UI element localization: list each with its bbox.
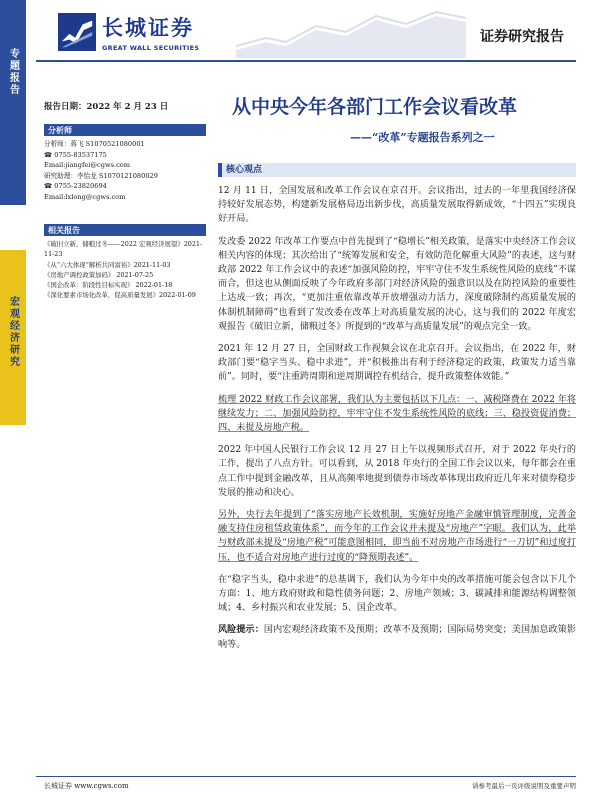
sidebar-top-label: 专题报告 <box>7 48 19 96</box>
analyst-info <box>44 139 209 202</box>
analyst-line: 分析师：蒋飞 S1070521080001 <box>44 140 145 148</box>
assistant-email[interactable]: Email:lxlong@cgws.com <box>44 192 126 201</box>
body-paragraph: 2022 年中国人民银行工作会议 12 月 27 日上午以视频形式召开，对于 2022 年央行的工作，提出了八点方针。可以看到，从 2018 年央行的全国工作会议以来，每年都会在重点工作中提到金融改革，且从高频率地提到债券市场改革体现出政府近几年来对债券稳步发展的推动和决心。 <box>218 445 576 498</box>
related-report-item[interactable]: 《房地产调控政策加码》 2021-07-25 <box>44 270 154 279</box>
body-paragraph-highlight: 梳理 2022 财政工作会议部署，我们认为主要包括以下几点：一、减税降费在 2022 年将继续发力；二、加强风险防控，牢牢守住不发生系统性风险的底线；三、稳投资促消费；四、未提及房地产税。 <box>218 394 576 434</box>
body-paragraph: 12 月 11 日，全国发展和改革工作会议在京召开。会议指出，过去的一年里我国经济保持较好发展态势，构建新发展格局迈出新步伐，高质量发展取得新成效，“十四五”实现良好开局。 <box>218 186 576 225</box>
sidebar-research-field <box>0 250 26 425</box>
logo-english-name: GREAT WALL SECURITIES <box>102 44 200 52</box>
related-report-item[interactable]: 《从“六大体现”解析共同富裕》2021-11-03 <box>44 260 171 269</box>
assistant-line: 研究助理：李怡龙 S1070121080029 <box>44 171 158 180</box>
risk-text: 国内宏观经济政策不及预期；改革不及预期；国际局势突变；美国加息政策影响等。 <box>218 625 576 650</box>
risk-label: 风险提示： <box>218 624 264 636</box>
core-view-heading: 核心观点 <box>218 163 576 177</box>
analyst-section-heading: 分析师 <box>44 124 206 136</box>
related-reports-heading: 相关报告 <box>44 224 206 236</box>
header-divider <box>36 60 576 62</box>
great-wall-logo-icon <box>58 13 96 51</box>
great-wall-watermark-icon <box>236 6 466 58</box>
footer-disclaimer-note: 请参考最后一页评级说明及重要声明 <box>472 782 576 790</box>
assistant-phone: ☎ 0755-23820694 <box>44 182 107 190</box>
company-logo <box>58 12 199 52</box>
related-report-item[interactable]: 《深化要素市场化改革，促高质量发展》2022-01-09 <box>44 291 196 300</box>
related-report-item[interactable]: 《国企改革：阶段性目标实现》 2022-01-18 <box>44 281 173 290</box>
sidebar-report-category <box>0 0 26 205</box>
report-type-label: 证券研究报告 <box>480 29 564 45</box>
report-date: 报告日期：2022 年 2 月 23 日 <box>44 102 169 112</box>
core-view-body <box>218 184 576 660</box>
analyst-phone: ☎ 0755-83537175 <box>44 150 107 159</box>
analyst-email[interactable]: Email:jiangfei@cgws.com <box>44 161 130 169</box>
footer-divider <box>36 776 576 777</box>
body-paragraph-highlight: 另外，央行去年提到了“落实房地产长效机制，实施好房地产金融审慎管理制度，完善金融支持住房租赁政策体系”，而今年的工作会议并未提及“房地产”字眼。我们认为，此举与财政部未提及“房地产税”可能意图相同，即当前不对房地产市场进行“一刀切”和过度打压，也不适合对房地产进行过度的“降预期表述”。 <box>218 510 576 563</box>
footer-website[interactable]: 长城证券 www.cgws.com <box>44 782 129 790</box>
logo-chinese-name: 长城证券 <box>102 16 194 40</box>
body-paragraph: 发改委 2022 年改革工作要点中首先提到了“稳增长”相关政策，是落实中央经济工作会议相关内容的体现；其次给出了“统筹发展和安全，有效防范化解重大风险”的表述，这与财政部 2022 年工作会议中的表述“加强风险防控，牢牢守住不发生系统性风险的底线”不谋而合，但这也从侧面反映了今年政府多部门对经济风险的强意识以及在防控风险的重要性上达成一致；再次，“更加注重依靠改革开放增强动力活力，深度破除制约高质量发展的体制机制障碍”也看到了发改委在改革上对高质量发展的决心，这与我们的 2022 年度宏观报告《破旧立新，储粮过冬》所提到的“改革与高质量发展”的观点完全一致。 <box>218 236 576 332</box>
sidebar-bottom-label: 宏观经济研究 <box>7 296 19 368</box>
related-reports-list <box>44 239 209 301</box>
related-report-item[interactable]: 《破旧立新，储粮过冬——2022 宏观经济展望》2021-11-23 <box>44 240 203 259</box>
report-subtitle: ——“改革”专题报告系列之一 <box>350 131 495 144</box>
body-paragraph: 在“稳字当头，稳中求进”的总基调下，我们认为今年中央的改革措施可能会包含以下几个方面：1、地方政府财政和隐性债务问题；2、房地产领域；3、碳减排和能源结构调整领域；4、乡村振兴和农业发展；5、国企改革。 <box>218 574 576 614</box>
risk-warning <box>218 623 576 651</box>
report-title: 从中央今年各部门工作会议看改革 <box>232 96 518 118</box>
body-paragraph: 2021 年 12 月 27 日，全国财政工作视频会议在北京召开。会议指出，在 2022 年，财政部门要“稳字当头、稳中求进”，并“积极推出有利于经济稳定的政策，政策发力适当靠前”。同时，要“注重跨周期和逆周期调控有机结合，提升政策整体效能。” <box>218 344 576 383</box>
